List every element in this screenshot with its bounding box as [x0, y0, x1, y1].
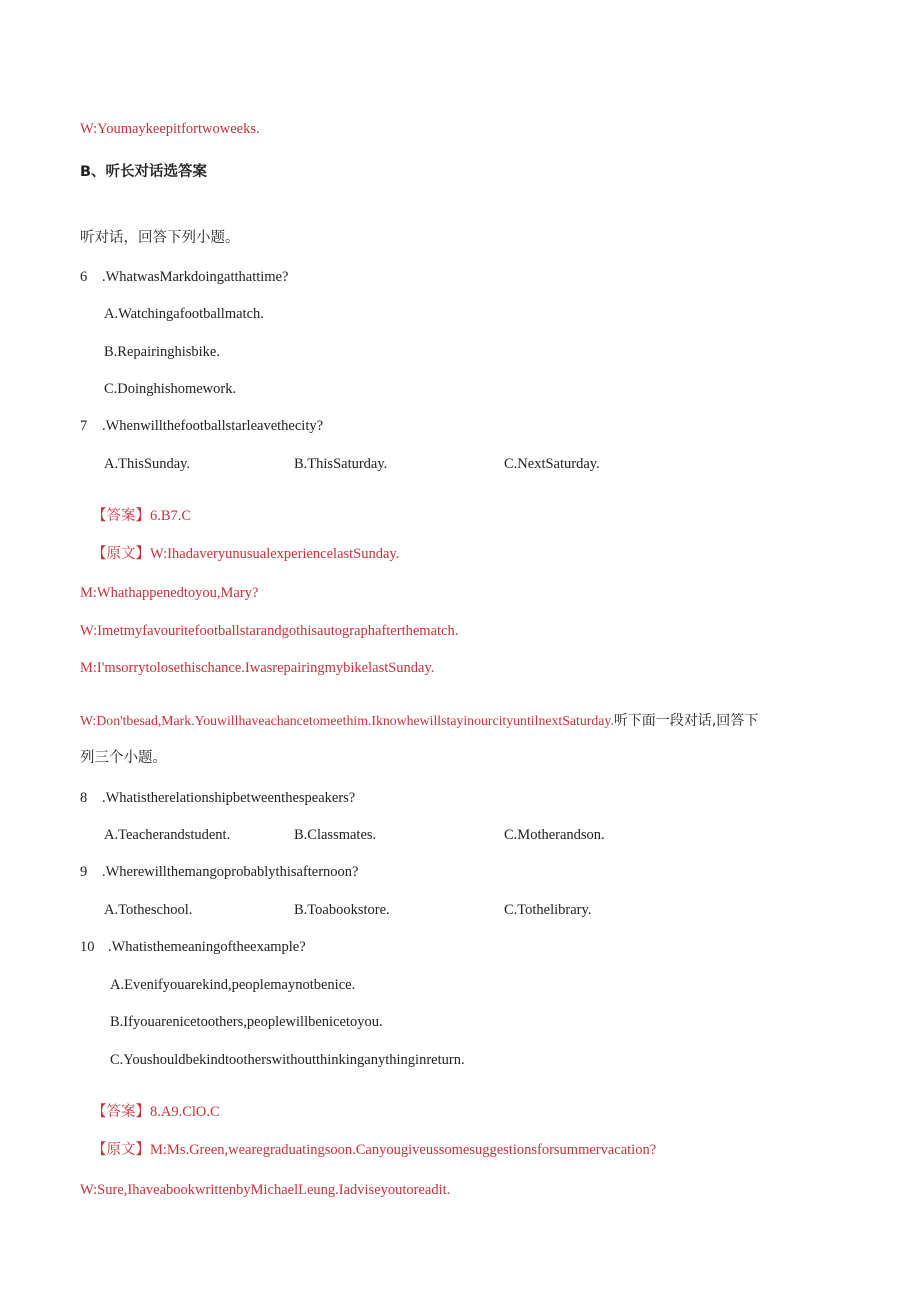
transcript-label: 【原文】 [92, 546, 150, 562]
option-a: A.ThisSunday. [104, 456, 191, 472]
instruction-text: 列三个小题。 [80, 750, 167, 766]
question-text: .WhatwasMarkdoingatthattime? [102, 269, 289, 285]
option-c: C.Tothelibrary. [504, 902, 592, 918]
question-text: .Wherewillthemangoprobablythisafternoon? [102, 864, 359, 880]
answer-line [92, 506, 191, 526]
option-c: C.Motherandson. [504, 827, 605, 843]
answer-label: 【答案】 [92, 1104, 150, 1120]
dialogue-line [80, 711, 758, 731]
question-number: 8 [80, 790, 88, 806]
answer-label: 【答案】 [92, 508, 150, 524]
question-number: 10 [80, 939, 95, 955]
dialogue-line: W:Imetmyfavouritefootballstarandgothisautographafterthematch. [80, 623, 459, 639]
answer-line [92, 1102, 220, 1122]
question-number: 7 [80, 418, 88, 434]
instruction-text: 听下面一段对话,回答下 [613, 713, 759, 729]
transcript-label: 【原文】 [92, 1142, 150, 1158]
option-b: B.Repairinghisbike. [104, 344, 220, 360]
transcript-line [92, 544, 399, 564]
dialogue-line: W:Sure,IhaveabookwrittenbyMichaelLeung.Iadviseyoutoreadit. [80, 1182, 451, 1198]
option-c: C.Youshouldbekindtootherswithoutthinkinganythinginreturn. [110, 1052, 465, 1068]
question-8 [80, 788, 355, 808]
question-number: 6 [80, 269, 88, 285]
answer-value: 6.B7.C [150, 508, 192, 524]
option-b: B.Ifyouarenicetoothers,peoplewillbenicetoyou. [110, 1014, 383, 1030]
option-b: B.Classmates. [294, 827, 377, 843]
question-10 [80, 937, 306, 957]
option-b: B.Toabookstore. [294, 902, 390, 918]
question-number: 9 [80, 864, 88, 880]
dialogue-line: M:I'msorrytolosethischance.IwasrepairingmybikelastSunday. [80, 660, 435, 676]
question-text: .Whatistherelationshipbetweenthespeakers? [102, 790, 356, 806]
question-text: .Whatisthemeaningoftheexample? [108, 939, 306, 955]
section-heading: B、听长对话选答案 [80, 164, 208, 180]
option-a: A.Watchingafootballmatch. [104, 306, 264, 322]
option-c: C.NextSaturday. [504, 456, 600, 472]
question-6 [80, 267, 288, 287]
question-text: .Whenwillthefootballstarleavethecity? [102, 418, 324, 434]
dialogue-line: M:Whathappenedtoyou,Mary? [80, 585, 259, 601]
option-a: A.Evenifyouarekind,peoplemaynotbenice. [110, 977, 356, 993]
question-9 [80, 862, 358, 882]
instruction-text: 听对话，回答下列小题。 [80, 230, 240, 246]
question-7 [80, 416, 323, 436]
transcript-text: M:Ms.Green,wearegraduatingsoon.Canyougiveussomesuggestionsforsummervacation? [150, 1142, 657, 1158]
dialogue-line: W:Youmaykeepitfortwoweeks. [80, 121, 260, 137]
transcript-line [92, 1140, 656, 1160]
option-c: C.Doinghishomework. [104, 381, 237, 397]
dialogue-text: W:Don'tbesad,Mark.Youwillhaveachancetomeethim.IknowhewillstayinourcityuntilnextSaturday. [80, 713, 614, 728]
option-a: A.Teacherandstudent. [104, 827, 231, 843]
option-a: A.Totheschool. [104, 902, 193, 918]
transcript-text: W:IhadaveryunusualexperiencelastSunday. [150, 546, 400, 562]
answer-value: 8.A9.ClO.C [150, 1104, 220, 1120]
option-b: B.ThisSaturday. [294, 456, 388, 472]
